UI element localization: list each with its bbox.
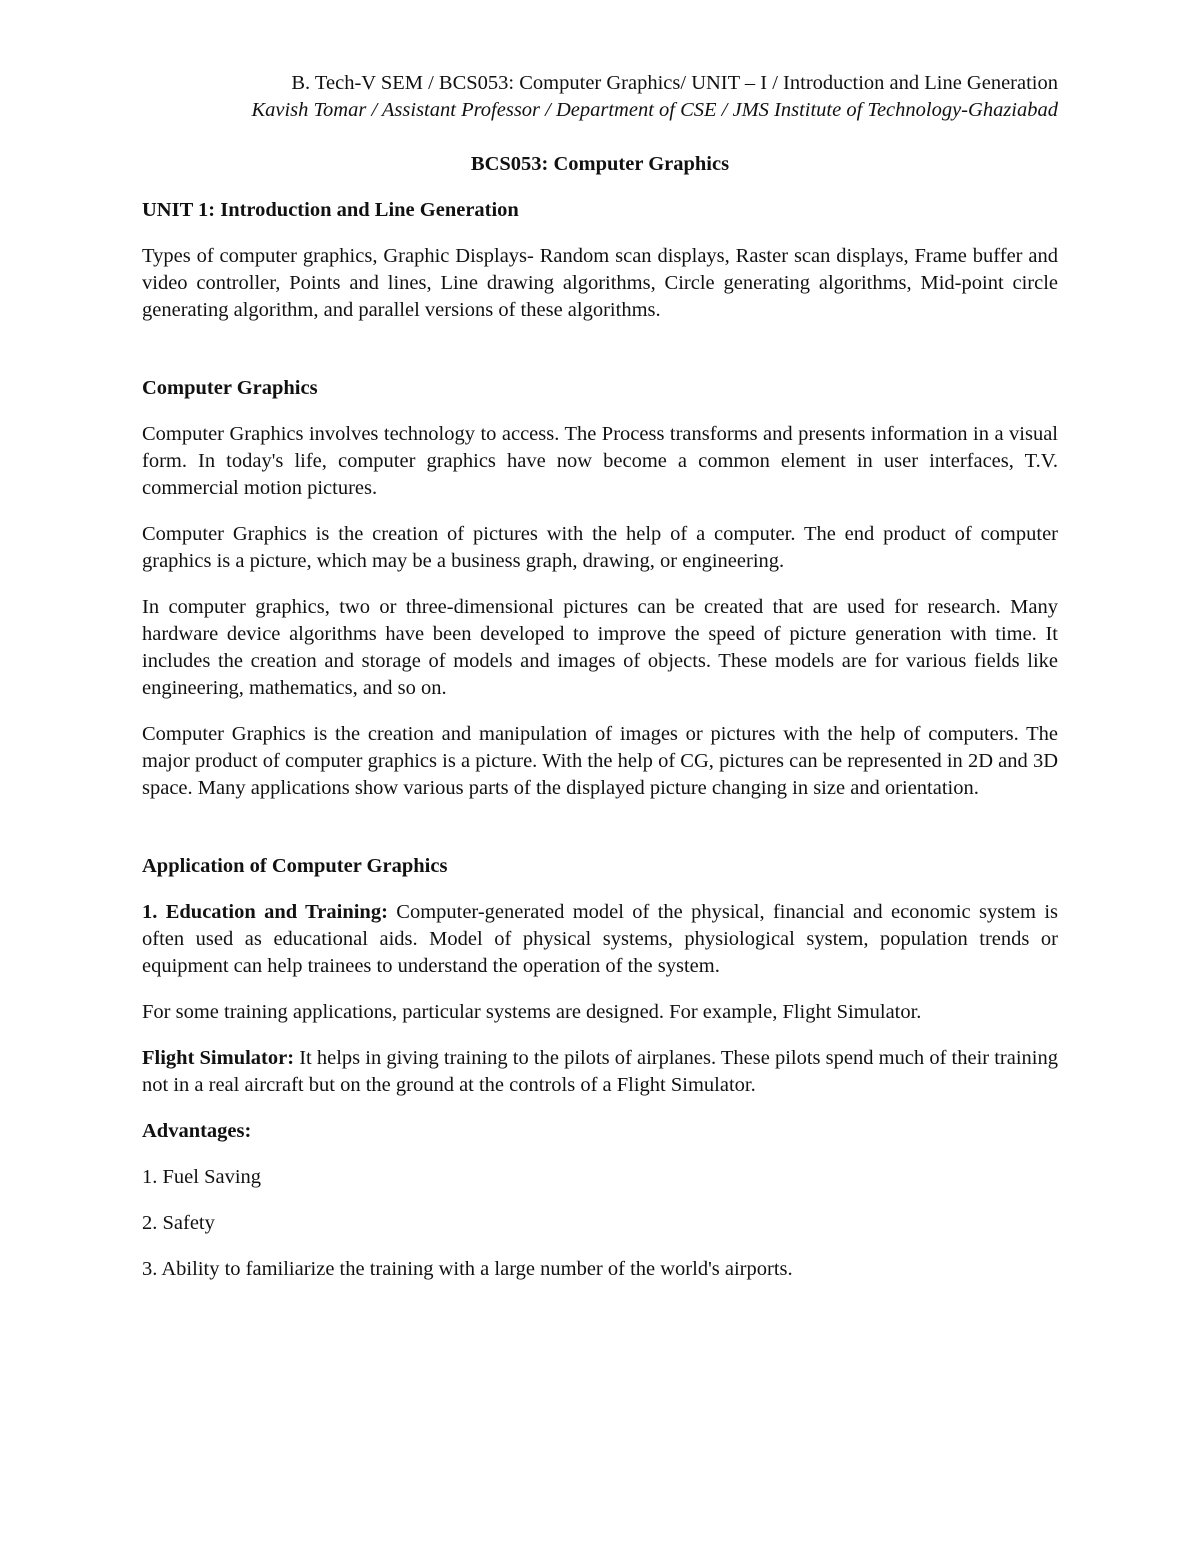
advantages-heading: Advantages:: [142, 1120, 252, 1142]
document-page: [142, 70, 1058, 1283]
unit-title: UNIT 1: Introduction and Line Generation: [142, 199, 519, 221]
section-heading-computer-graphics: Computer Graphics: [142, 377, 318, 399]
education-training-paragraph: [142, 899, 1058, 980]
section-heading-applications: Application of Computer Graphics: [142, 855, 448, 877]
advantage-item-3: 3. Ability to familiarize the training with a large number of the world's airports.: [142, 1258, 793, 1280]
training-note-paragraph: For some training applications, particular systems are designed. For example, Flight Simulator.: [142, 1001, 922, 1023]
education-training-text: Computer-generated model of the physical, financial and economic system is often used as educational aids. Model of physical systems, physiological system, population trends or equipment can help trainees to understand the operation of the system.: [142, 901, 1058, 977]
education-training-lead: 1. Education and Training:: [142, 901, 388, 923]
cg-paragraph-4: Computer Graphics is the creation and manipulation of images or pictures with the help of computers. The major product of computer graphics is a picture. With the help of CG, pictures can be represented in 2D and 3D space. Many applications show various parts of the displayed picture changing in size and orientation.: [142, 723, 1058, 799]
flight-simulator-text: It helps in giving training to the pilots of airplanes. These pilots spend much of their training not in a real aircraft but on the ground at the controls of a Flight Simulator.: [142, 1047, 1058, 1096]
header-author-line: Kavish Tomar / Assistant Professor / Department of CSE / JMS Institute of Technology-Ghaziabad: [251, 99, 1058, 121]
unit-syllabus-paragraph: Types of computer graphics, Graphic Displays- Random scan displays, Raster scan displays, Frame buffer and video controller, Points and lines, Line drawing algorithms, Circle generating algorithms, Mid-point circle generating algorithm, and parallel versions of these algorithms.: [142, 245, 1058, 321]
flight-simulator-paragraph: [142, 1045, 1058, 1099]
cg-paragraph-3: In computer graphics, two or three-dimensional pictures can be created that are used for research. Many hardware device algorithms have been developed to improve the speed of picture generation with time. It includes the creation and storage of models and images of objects. These models are for various fields like engineering, mathematics, and so on.: [142, 596, 1058, 699]
flight-simulator-lead: Flight Simulator:: [142, 1047, 295, 1069]
header-course-line: B. Tech-V SEM / BCS053: Computer Graphics/ UNIT – I / Introduction and Line Generation: [291, 72, 1058, 94]
page-header: [142, 70, 1058, 124]
advantage-item-2: 2. Safety: [142, 1212, 215, 1234]
advantage-item-1: 1. Fuel Saving: [142, 1166, 262, 1188]
cg-paragraph-2: Computer Graphics is the creation of pictures with the help of a computer. The end product of computer graphics is a picture, which may be a business graph, drawing, or engineering.: [142, 523, 1058, 572]
document-title: BCS053: Computer Graphics: [470, 153, 730, 175]
cg-paragraph-1: Computer Graphics involves technology to access. The Process transforms and presents information in a visual form. In today's life, computer graphics have now become a common element in user interfaces, T.V. commercial motion pictures.: [142, 423, 1058, 499]
